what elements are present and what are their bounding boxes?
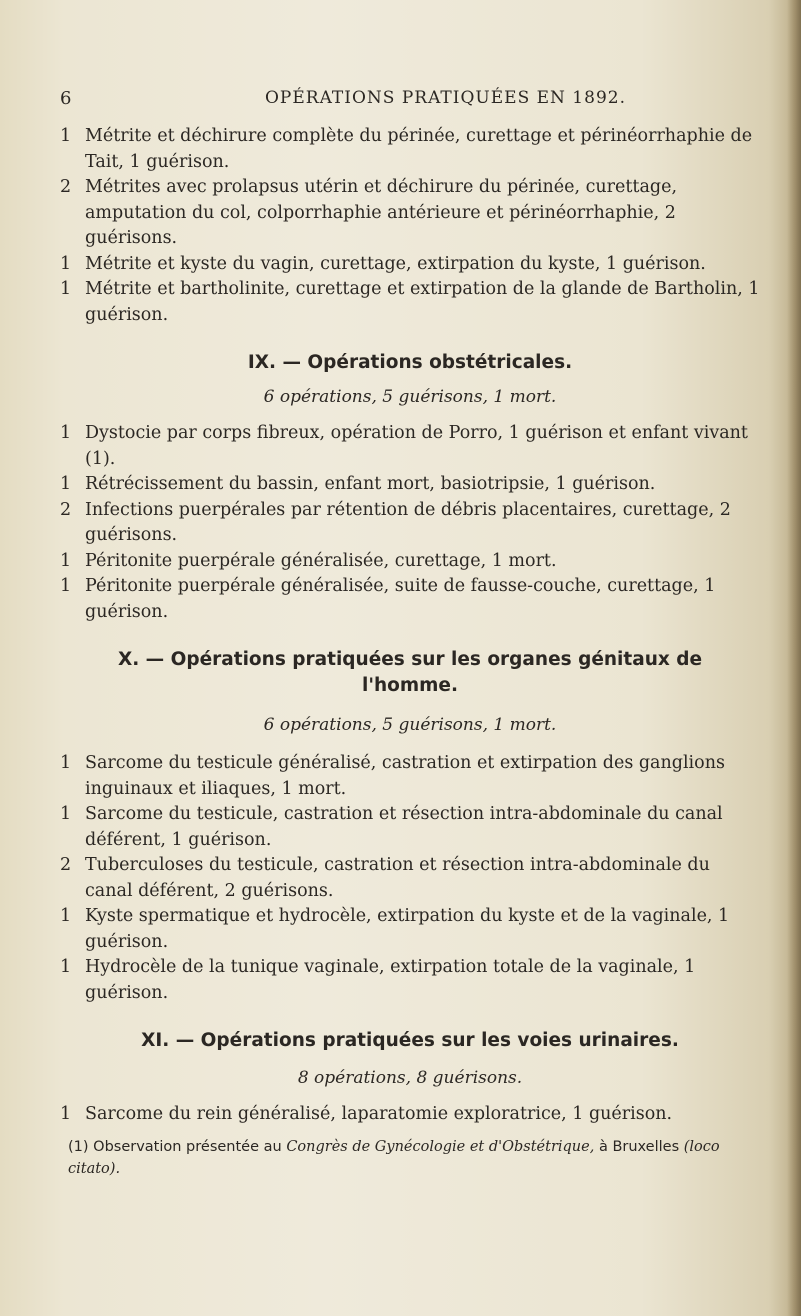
list-item xyxy=(60,498,760,549)
item-text: Sarcome du rein généralisé, laparatomie exploratrice, 1 guérison. xyxy=(85,1104,673,1124)
item-count: 1 xyxy=(60,279,72,299)
item-text: Péritonite puerpérale généralisée, curettage, 1 mort. xyxy=(85,550,557,571)
item-text: Kyste spermatique et hydrocèle, extirpation du kyste et de la vaginale, 1 guérison. xyxy=(85,906,730,952)
page-content xyxy=(60,124,760,1180)
item-text: Infections puerpérales par rétention de débris placentaires, curettage, 2 guérisons. xyxy=(85,499,731,545)
list-item xyxy=(60,904,760,955)
footnote-marker: (1) xyxy=(68,1138,89,1155)
list-item xyxy=(60,751,760,802)
list-item xyxy=(60,1102,760,1128)
section-summary: 6 opérations, 5 guérisons, 1 mort. xyxy=(263,387,557,407)
item-text: Métrite et bartholinite, curettage et extirpation de la glande de Bartholin, 1 guérison. xyxy=(85,279,760,325)
item-text: Métrite et kyste du vagin, curettage, extirpation du kyste, 1 guérison. xyxy=(85,253,706,274)
section-summary: 6 opérations, 5 guérisons, 1 mort. xyxy=(263,715,557,735)
item-count: 2 xyxy=(60,177,72,197)
item-count: 1 xyxy=(60,1104,72,1124)
page-header xyxy=(60,88,760,114)
section-ix xyxy=(60,350,760,625)
item-count: 1 xyxy=(60,474,72,494)
item-text: Dystocie par corps fibreux, opération de Porro, 1 guérison et enfant vivant (1). xyxy=(85,423,748,469)
item-count: 1 xyxy=(60,906,72,926)
list-item xyxy=(60,802,760,853)
list-item xyxy=(60,124,760,175)
section-summary: 8 opérations, 8 guérisons. xyxy=(297,1068,523,1088)
section-title: XI. — Opérations pratiquées sur les voies urinaires. xyxy=(141,1030,679,1051)
item-count: 1 xyxy=(60,423,72,443)
section-xi xyxy=(60,1028,760,1128)
footnote-text: Observation présentée au xyxy=(93,1138,282,1155)
item-count: 1 xyxy=(60,957,72,977)
item-text: Péritonite puerpérale généralisée, suite de fausse-couche, curettage, 1 guérison. xyxy=(85,576,716,622)
running-title: OPÉRATIONS PRATIQUÉES EN 1892. xyxy=(265,88,626,108)
item-count: 1 xyxy=(60,253,72,274)
footnote-journal-title: Congrès de Gynécologie et d'Obstétrique, xyxy=(286,1138,595,1155)
list-item xyxy=(60,853,760,904)
intro-list xyxy=(60,124,760,328)
item-count: 1 xyxy=(60,804,72,824)
list-item xyxy=(60,549,760,575)
list-item xyxy=(60,955,760,1006)
item-count: 2 xyxy=(60,499,72,520)
item-count: 2 xyxy=(60,855,72,875)
list-item xyxy=(60,277,760,328)
list-item xyxy=(60,175,760,252)
footnote-reference: (loco citato). xyxy=(68,1138,720,1177)
item-count: 1 xyxy=(60,550,72,571)
list-item xyxy=(60,421,760,472)
section-title-continued: l'homme. xyxy=(361,675,458,696)
section-title: IX. — Opérations obstétricales. xyxy=(247,352,573,373)
page-edge-shadow xyxy=(787,0,801,1316)
list-item xyxy=(60,574,760,625)
item-text: Sarcome du testicule généralisé, castration et extirpation des ganglions inguinaux et iliaques, 1 mort. xyxy=(85,753,725,799)
item-text: Métrites avec prolapsus utérin et déchirure du périnée, curettage, amputation du col, colporrhaphie antérieure et périnéorrhaphie, 2 guérisons. xyxy=(85,177,678,248)
page-number: 6 xyxy=(60,88,72,109)
item-text: Sarcome du testicule, castration et résection intra-abdominale du canal déférent, 1 guérison. xyxy=(85,804,723,850)
item-text: Tuberculoses du testicule, castration et résection intra-abdominale du canal déférent, 2 guérisons. xyxy=(85,855,710,901)
item-text: Hydrocèle de la tunique vaginale, extirpation totale de la vaginale, 1 guérison. xyxy=(85,957,696,1003)
item-count: 1 xyxy=(60,753,72,773)
footnote xyxy=(60,1136,760,1180)
item-text: Métrite et déchirure complète du périnée, curettage et périnéorrhaphie de Tait, 1 guérison. xyxy=(85,126,753,172)
item-text: Rétrécissement du bassin, enfant mort, basiotripsie, 1 guérison. xyxy=(85,474,656,494)
list-item xyxy=(60,472,760,498)
footnote-location: à Bruxelles xyxy=(598,1138,680,1155)
list-item xyxy=(60,252,760,278)
section-title: X. — Opérations pratiquées sur les organes génitaux de xyxy=(117,649,703,670)
section-x xyxy=(60,647,760,1006)
item-count: 1 xyxy=(60,126,72,146)
item-count: 1 xyxy=(60,576,72,596)
